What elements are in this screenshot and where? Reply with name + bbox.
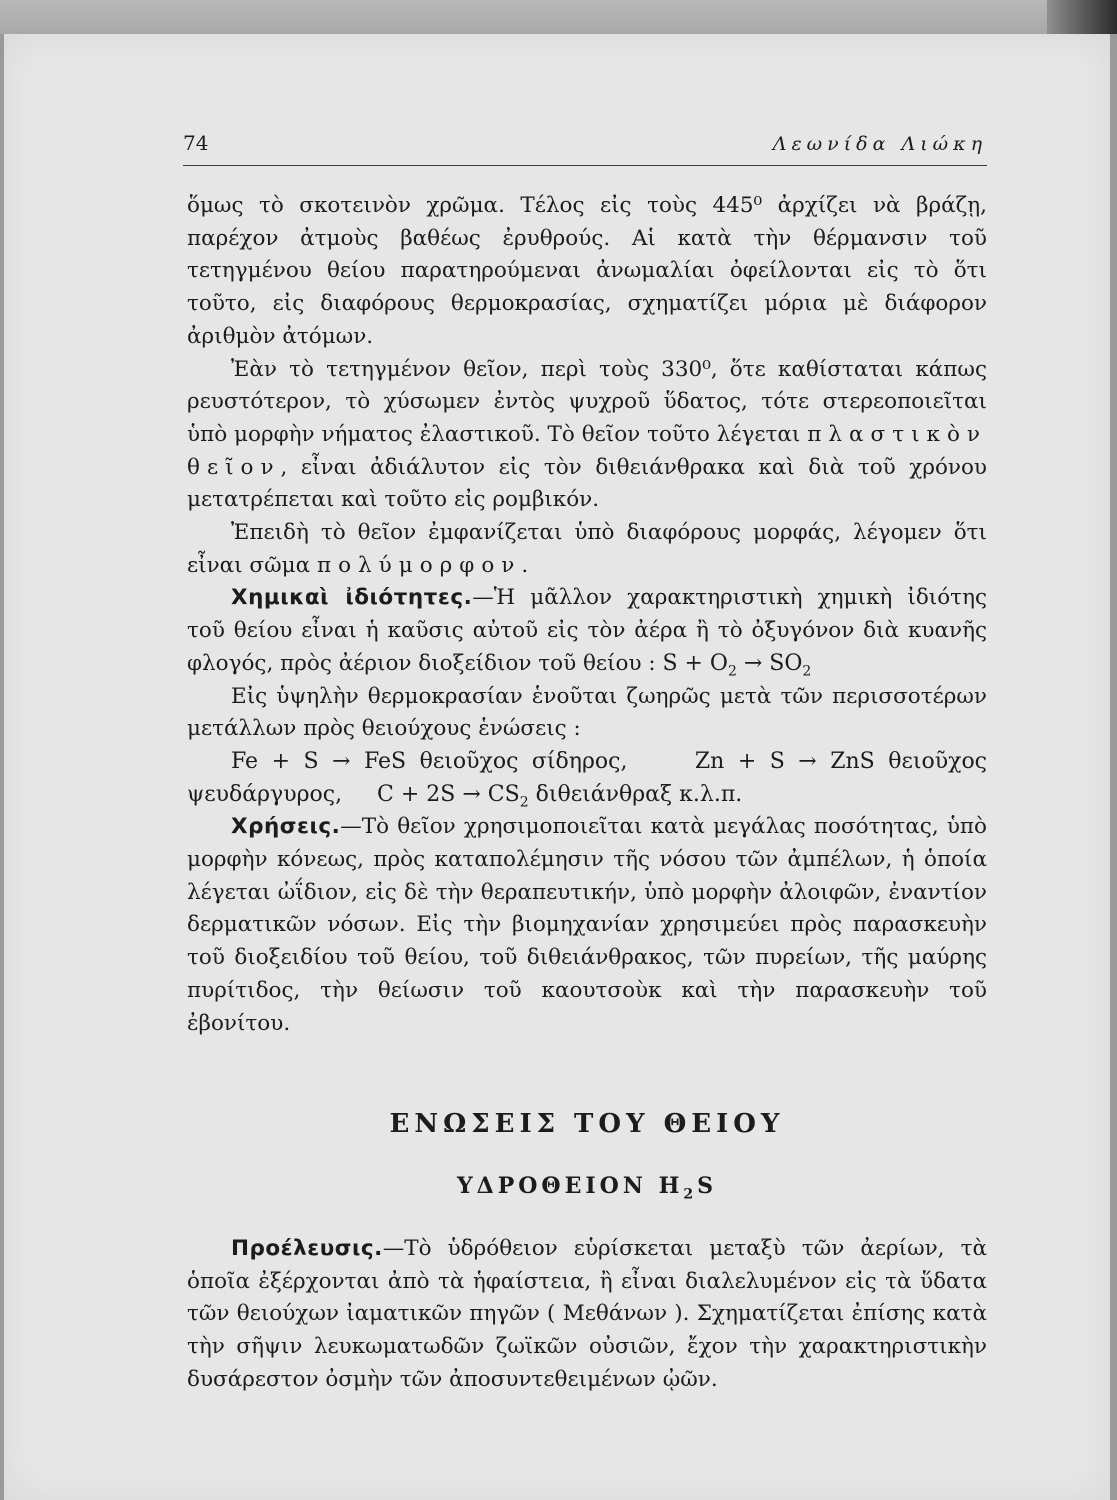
paragraph-continuation (187, 190, 987, 354)
paragraph-8-text: —Τὸ ὑδρόθειον εὑρίσκεται μεταξὺ τῶν ἀερίων, τὰ ὁποῖα ἐξέρχονται ἀπὸ τὰ ἡφαίστεια, ἢ εἶναι διαλελυμένον εἰς τὰ ὕδατα τῶν θειούχων ἰαματικῶν πηγῶν ( Μεθάνων ). Σχηματίζεται ἐπίσης κατὰ τὴν σῆψιν λευκωματωδῶν ζωϊκῶν οὐσιῶν, ἔχον τὴν χαρακτηριστικὴν δυσάρεστον ὀσμὴν τῶν ἀποσυντεθειμένων ᾠῶν. (187, 1236, 987, 1392)
sub-heading-tail: S (697, 1173, 718, 1199)
equation-subscript: 2 (802, 663, 812, 680)
paragraph-3-before: Ἐπειδὴ τὸ θεῖον ἐμφανίζεται ὑπὸ διαφόρους μορφάς, λέγομεν ὅτι εἶναι σῶμα (187, 520, 987, 578)
paragraph-sulfide-formulas (187, 746, 987, 811)
body-text-tail (187, 1233, 987, 1397)
paragraph-5-text: Εἰς ὑψηλὴν θερμοκρασίαν ἑνοῦται ζωηρῶς μετὰ τῶν περισσοτέρων μετάλλων πρὸς θειούχους ἑνώσεις : (187, 683, 987, 742)
formula-cs-a: C + 2S → CS (377, 781, 520, 807)
paragraph-1-text: ὅμως τὸ σκοτεινὸν χρῶμα. Τέλος εἰς τοὺς 445⁰ ἀρχίζει νὰ βράζῃ, παρέχον ἀτμοὺς βαθέως ἐρυθρούς. Αἱ κατὰ τὴν θέρμανσιν τοῦ τετηγμένου θείου παρατηρούμεναι ἀνωμαλίαι ὀφείλονται εἰς τὸ ὅτι τοῦτο, εἰς διαφόρους θερμοκρασίας, σχηματίζει μόρια μὲ διάφορον ἀριθμὸν ἀτόμων. (187, 193, 987, 349)
body-text (187, 190, 987, 1040)
paragraph-3-after: . (521, 552, 529, 578)
sub-heading-subscript: 2 (683, 1186, 698, 1203)
formula-iron-sulfide: Fe + S → FeS θειοῦχος σίδηρος, (231, 748, 628, 774)
formula-carbon-disulfide (377, 781, 743, 811)
paragraph-4-text: —Ἡ μᾶλλον χαρακτηριστικὴ χημικὴ ἰδιότης τοῦ θείου εἶναι ἡ καῦσις αὐτοῦ εἰς τὸν ἀέρα ἢ τὸ ὀξυγόνον διὰ κυανῆς φλογός, πρὸς ἀέριον διοξείδιον τοῦ θείου : (187, 585, 987, 676)
formula-cs-subscript: 2 (519, 794, 529, 811)
label-uses: Χρήσεις. (231, 814, 341, 840)
term-plastic-sulfur: πλαστικὸν θεῖον (187, 421, 987, 480)
section-heading: ΕΝΩΣΕΙΣ ΤΟΥ ΘΕΙΟΥ (389, 1109, 785, 1139)
paragraph-plastic-sulfur (187, 354, 987, 518)
running-head: Λεωνίδα Λιώκη (772, 133, 987, 155)
equation-lhs: S + O (662, 650, 728, 676)
scan-top-strip (0, 0, 1117, 34)
equation-subscript: 2 (727, 663, 737, 680)
paragraph-polymorph (187, 517, 987, 582)
equation-product: → SO (736, 650, 803, 676)
page-header (183, 131, 987, 166)
paragraph-metals (187, 681, 987, 746)
paragraph-origin (187, 1233, 987, 1397)
term-polymorph: πολύμορφον (316, 552, 522, 578)
page-number: 74 (183, 131, 209, 155)
label-origin: Προέλευσις. (231, 1236, 383, 1261)
formula-cs-b: διθειάνθραξ κ.λ.π. (528, 781, 743, 807)
sub-heading-title: ΥΔΡΟΘΕΙΟΝ H (456, 1173, 684, 1199)
paragraph-2-after: , εἶναι ἀδιάλυτον εἰς τὸν διθειάνθρακα καὶ διὰ τοῦ χρόνου μετατρέπεται καὶ τοῦτο εἰς ρομβικόν. (187, 454, 987, 513)
equation-sulfur-combustion (662, 650, 812, 680)
paragraph-7-text: —Τὸ θεῖον χρησιμοποιεῖται κατὰ μεγάλας ποσότητας, ὑπὸ μορφὴν κόνεως, πρὸς καταπολέμησιν τῆς νόσου τῶν ἀμπέλων, ἡ ὁποία λέγεται ὠΐδιον, εἰς δὲ τὴν θεραπευτικήν, ὑπὸ μορφὴν ἀλοιφῶν, ἐναντίον δερματικῶν νόσων. Εἰς τὴν βιομηχανίαν χρησιμεύει πρὸς παρασκευὴν τοῦ διοξειδίου τοῦ θείου, τοῦ διθειάνθρακος, τῶν πυρείων, τῆς μαύρης πυρίτιδος, τὴν θείωσιν τοῦ καουτσοὺκ καὶ τὴν παρασκευὴν τοῦ ἐβονίτου. (187, 814, 987, 1036)
paragraph-2-before: Ἐὰν τὸ τετηγμένον θεῖον, περὶ τοὺς 330⁰, ὅτε καθίσταται κάπως ρευστότερον, τὸ χύσωμεν ἐντὸς ψυχροῦ ὕδατος, τότε στερεοποιεῖται ὑπὸ μορφὴν νήματος ἐλαστικοῦ. Τὸ θεῖον τοῦτο λέγεται (187, 356, 987, 447)
scan-corner-mark (1047, 0, 1117, 34)
formula-zinc-sulfide: Zn + S → ZnS θειοῦχος ψευδάργυρος, (187, 748, 988, 807)
paragraph-uses (187, 811, 987, 1040)
sub-heading (187, 1173, 987, 1203)
label-chemical-properties: Χημικαὶ ἰδιότητες. (231, 585, 473, 611)
paragraph-chemical-properties (187, 582, 987, 680)
